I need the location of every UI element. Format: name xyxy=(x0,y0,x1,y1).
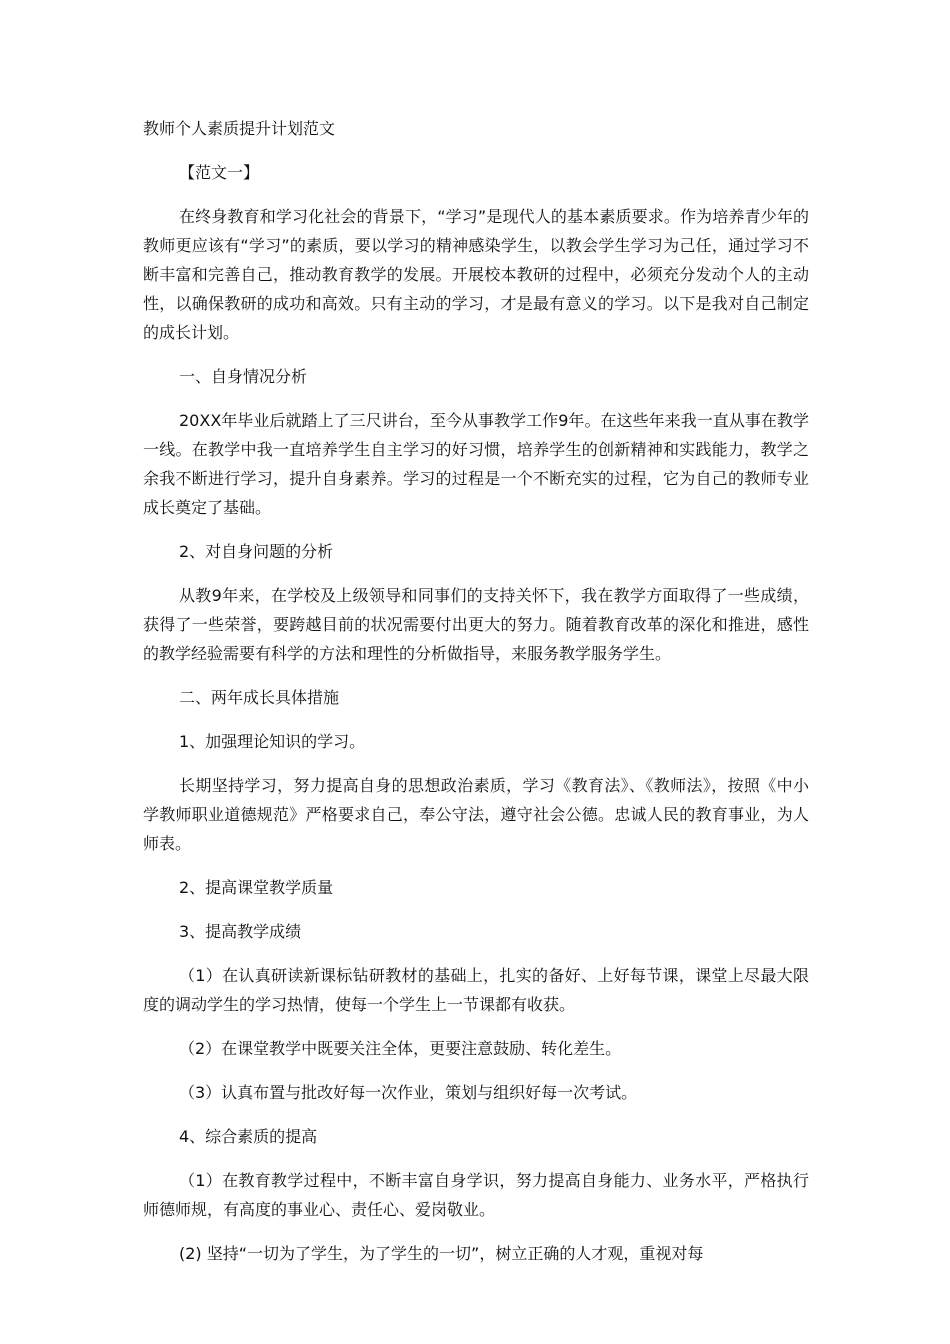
teaching-results-item-1: （1）在认真研读新课标钻研教材的基础上，扎实的备好、上好每节课，课堂上尽最大限度的调动学生的学习热情，使每一个学生上一节课都有收获。 xyxy=(143,966,809,1014)
subheading-teaching-results: 3、提高教学成绩 xyxy=(179,922,302,941)
overall-quality-item-1: （1）在教育教学过程中，不断丰富自身学识，努力提高自身能力、业务水平，严格执行师德师规，有高度的事业心、责任心、爱岗敬业。 xyxy=(143,1171,809,1219)
section-heading-self-analysis: 一、自身情况分析 xyxy=(179,367,308,386)
problem-analysis-paragraph: 从教9年来，在学校及上级领导和同事们的支持关怀下，我在教学方面取得了一些成绩，获得了一些荣誉，要跨越目前的状况需要付出更大的努力。随着教育改革的深化和推进，感性的教学经验需要有科学的方法和理性的分析做指导，来服务教学服务学生。 xyxy=(143,586,809,663)
self-analysis-paragraph: 20XX年毕业后就踏上了三尺讲台，至今从事教学工作9年。在这些年来我一直从事在教学一线。在教学中我一直培养学生自主学习的好习惯，培养学生的创新精神和实践能力，教学之余我不断进行学习，提升自身素养。学习的过程是一个不断充实的过程，它为自己的教师专业成长奠定了基础。 xyxy=(143,411,809,517)
subheading-theory-learning: 1、加强理论知识的学习。 xyxy=(179,732,366,751)
sample-label: 【范文一】 xyxy=(179,163,260,182)
teaching-results-item-2: （2）在课堂教学中既要关注全体，更要注意鼓励、转化差生。 xyxy=(179,1039,622,1058)
subheading-classroom-quality: 2、提高课堂教学质量 xyxy=(179,878,334,897)
theory-learning-paragraph: 长期坚持学习，努力提高自身的思想政治素质，学习《教育法》、《教师法》，按照《中小学教师职业道德规范》严格要求自己，奉公守法，遵守社会公德。忠诚人民的教育事业，为人师表。 xyxy=(143,776,809,853)
teaching-results-item-3: （3）认真布置与批改好每一次作业，策划与组织好每一次考试。 xyxy=(179,1083,638,1102)
overall-quality-item-2: (2) 坚持“一切为了学生，为了学生的一切”，树立正确的人才观，重视对每 xyxy=(179,1244,704,1263)
document-title: 教师个人素质提升计划范文 xyxy=(143,119,336,138)
section-heading-growth-measures: 二、两年成长具体措施 xyxy=(179,688,340,707)
subheading-overall-quality: 4、综合素质的提高 xyxy=(179,1127,318,1146)
document-content xyxy=(143,114,809,1268)
intro-paragraph: 在终身教育和学习化社会的背景下，“学习”是现代人的基本素质要求。作为培养青少年的教师更应该有“学习”的素质，要以学习的精神感染学生，以教会学生学习为己任，通过学习不断丰富和完善自己，推动教育教学的发展。开展校本教研的过程中，必须充分发动个人的主动性，以确保教研的成功和高效。只有主动的学习，才是最有意义的学习。以下是我对自己制定的成长计划。 xyxy=(143,207,809,342)
section-heading-problem-analysis: 2、对自身问题的分析 xyxy=(179,542,334,561)
